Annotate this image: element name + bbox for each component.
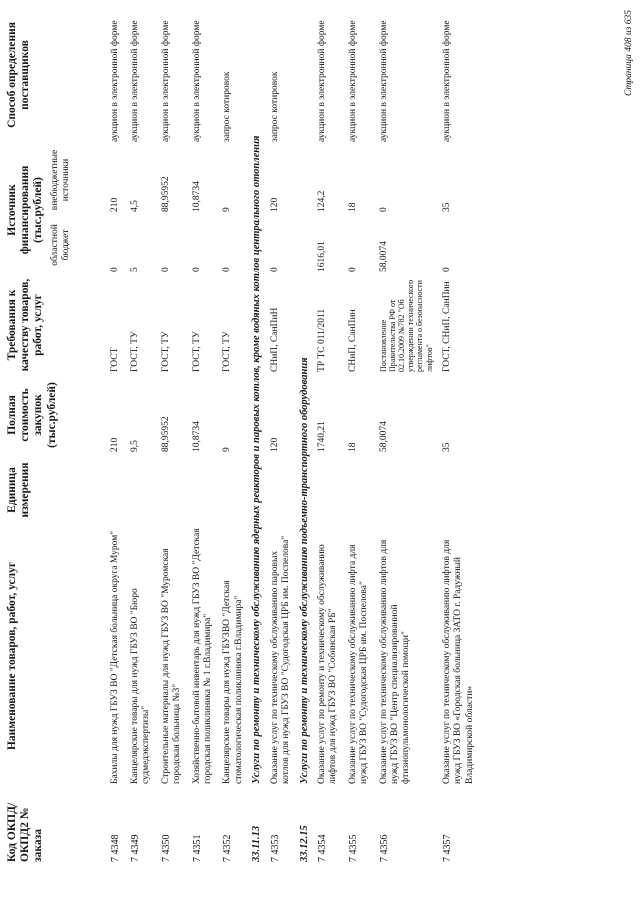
cell-name: Оказание услуг по техническому обслуживанию лифтов для нужд ГБУЗ ВО «Городская больница ЗАТО г. Радужный Владимирской области» xyxy=(441,539,475,784)
cell-extra-budget: 35 xyxy=(441,202,452,212)
cell-name: Оказание услуг по техническому обслуживанию паровых котлов для нужд ГБУЗ ВО "Судогодская ЦРБ им. Поспелова" xyxy=(269,535,292,784)
cell-name: Строительные материалы для нужд ГБУЗ ВО "Муромская городская больница №3" xyxy=(160,548,183,784)
section-code: 33.12.15 xyxy=(298,825,310,862)
table-row xyxy=(157,5,188,865)
cell-cost: 210 xyxy=(110,437,120,452)
cell-cost: 18 xyxy=(347,442,358,452)
cell-code: 7 4351 xyxy=(191,834,203,862)
cell-unit xyxy=(126,455,157,525)
cell-extra-budget: 4,5 xyxy=(130,200,140,212)
cell-cost: 1740,21 xyxy=(317,421,328,452)
cell-method: аукцион в электронной форме xyxy=(317,20,328,142)
table-row xyxy=(438,5,480,865)
cell-name: Канцелярские товары для нужд ГБУЗВО "Детская стоматологическая поликлиника г.Владимира" xyxy=(222,580,244,784)
cell-extra-budget: 120 xyxy=(269,197,280,212)
table-row xyxy=(188,5,219,865)
section-title: Услуги по ремонту и техническому обслуживанию ядерных реакторов и паровых котлов, кроме водяных котлов центрального отопления xyxy=(251,135,263,784)
cell-requirements: ГОСТ, ТУ xyxy=(191,331,202,372)
cell-code: 7 4353 xyxy=(269,834,281,862)
section-title: Услуги по ремонту и техническому обслуживанию подъемно-транспортного оборудования xyxy=(298,357,310,784)
cell-name: Оказание услуг по ремонту и техническому обслуживанию лифтов для нужд ГБУЗ ВО "Собинская РБ" xyxy=(317,544,339,784)
cell-regional-budget: 0 xyxy=(441,267,452,272)
cell-code: 7 4355 xyxy=(347,834,359,862)
header-unit: Единица измерения xyxy=(6,462,32,518)
cell-requirements: ГОСТ, СНиП, СанПин xyxy=(441,281,452,372)
header-financing: Источник финансирования (тыс.рублей) xyxy=(6,165,45,255)
header-financing-regional: областной бюджет xyxy=(49,224,71,266)
cell-unit xyxy=(218,455,249,525)
cell-extra-budget: 18 xyxy=(347,202,358,212)
cell-regional-budget: 1616,01 xyxy=(317,241,328,272)
header-code: Код ОКПД/ ОКПД2 № заказа xyxy=(6,802,45,862)
page-number: Страница 408 из 635 xyxy=(624,10,634,96)
cell-name: Бахилы для нужд ГБУЗ ВО "Детская больница округа Муром" xyxy=(110,530,120,784)
section-code: 33.11.13 xyxy=(251,825,263,862)
cell-extra-budget: 0 xyxy=(378,207,389,212)
cell-requirements: СНиП, СанПин xyxy=(347,309,358,372)
cell-unit xyxy=(266,455,297,525)
table-row xyxy=(375,5,438,865)
cell-cost: 9,5 xyxy=(130,440,140,452)
table-row xyxy=(126,5,157,865)
cell-code: 7 4348 xyxy=(110,834,121,862)
cell-unit xyxy=(438,455,480,525)
cell-cost: 88,95952 xyxy=(160,416,171,452)
cell-code: 7 4357 xyxy=(441,834,453,862)
cell-unit xyxy=(344,455,375,525)
cell-method: запрос котировок xyxy=(269,71,280,142)
cell-requirements: ГОСТ xyxy=(110,347,120,372)
cell-name: Канцелярские товары для нужд ГБУЗ ВО "Бюро судмедэкспертизы" xyxy=(130,588,152,784)
cell-unit xyxy=(313,455,344,525)
cell-method: аукцион в электронной форме xyxy=(130,20,140,142)
cell-requirements: СНиП, СанПиН xyxy=(269,307,280,372)
section-row xyxy=(297,5,314,865)
cell-method: аукцион в электронной форме xyxy=(160,20,171,142)
cell-unit xyxy=(157,455,188,525)
cell-cost: 10,8734 xyxy=(191,421,202,452)
table-row xyxy=(344,5,375,865)
cell-name: Оказание услуг по техническому обслуживанию лифта для нужд ГБУЗ ВО "Судогодская ЦРБ им. Поспелова" xyxy=(347,544,370,784)
cell-extra-budget: 9 xyxy=(222,207,233,212)
cell-extra-budget: 210 xyxy=(110,197,120,212)
cell-regional-budget: 0 xyxy=(222,267,233,272)
cell-requirements: ГОСТ, ТУ xyxy=(130,331,140,372)
procurement-table xyxy=(106,5,480,865)
cell-requirements: ГОСТ, ТУ xyxy=(160,331,171,372)
cell-cost: 58,0074 xyxy=(378,421,389,452)
cell-extra-budget: 124,2 xyxy=(317,190,328,212)
table-row xyxy=(313,5,344,865)
section-row xyxy=(249,5,266,865)
cell-name: Оказание услуг по техническому обслуживанию лифтов для нужд ГБУЗ ВО "Центр специализированной фтизиопульмонологической помощи" xyxy=(378,539,412,784)
header-cost: Полная стоимость закупок (тыс.рублей) xyxy=(6,382,58,448)
cell-regional-budget: 0 xyxy=(110,267,120,272)
cell-regional-budget: 0 xyxy=(160,267,171,272)
cell-regional-budget: 0 xyxy=(269,267,280,272)
cell-method: аукцион в электронной форме xyxy=(441,20,452,142)
cell-method: аукцион в электронной форме xyxy=(191,20,202,142)
cell-unit xyxy=(375,455,438,525)
table-row xyxy=(106,5,126,865)
header-requirements: Требования к качеству товаров, работ, услуг xyxy=(6,278,45,372)
cell-cost: 9 xyxy=(222,447,233,452)
cell-unit xyxy=(188,455,219,525)
cell-cost: 35 xyxy=(441,442,452,452)
cell-regional-budget: 58,0074 xyxy=(378,241,389,272)
table-row xyxy=(266,5,297,865)
cell-method: аукцион в электронной форме xyxy=(347,20,358,142)
cell-requirements: ГОСТ, ТУ xyxy=(222,331,233,372)
header-method: Способ определения поставщиков xyxy=(6,22,32,128)
header-name: Наименование товаров, работ, услуг xyxy=(6,561,18,751)
cell-code: 7 4349 xyxy=(130,834,141,862)
header-financing-extra: внебюджетные источники xyxy=(49,149,71,211)
cell-code: 7 4356 xyxy=(378,834,390,862)
cell-regional-budget: 0 xyxy=(191,267,202,272)
cell-code: 7 4352 xyxy=(222,834,234,862)
cell-extra-budget: 88,95952 xyxy=(160,176,171,212)
cell-requirements: Постановление Правительства РФ от 02.10.2009 №782 "Об утверждении технического регламента о безопасности лифтов" xyxy=(378,279,434,372)
cell-unit xyxy=(106,455,126,525)
cell-requirements: ТР ТС 011/2011 xyxy=(317,308,328,372)
cell-method: аукцион в электронной форме xyxy=(378,20,389,142)
cell-regional-budget: 0 xyxy=(347,267,358,272)
cell-method: запрос котировок xyxy=(222,71,233,142)
cell-cost: 120 xyxy=(269,437,280,452)
cell-extra-budget: 10,8734 xyxy=(191,181,202,212)
table-row xyxy=(218,5,249,865)
cell-code: 7 4354 xyxy=(317,834,329,862)
cell-method: аукцион в электронной форме xyxy=(110,20,120,142)
cell-name: Хозяйственно-бытовой инвентарь для нужд ГБУЗ ВО "Детская городская поликлиника № 1 г.Владимира" xyxy=(191,528,213,784)
table-header xyxy=(4,5,74,865)
cell-code: 7 4350 xyxy=(160,834,172,862)
cell-regional-budget: 5 xyxy=(130,267,140,272)
